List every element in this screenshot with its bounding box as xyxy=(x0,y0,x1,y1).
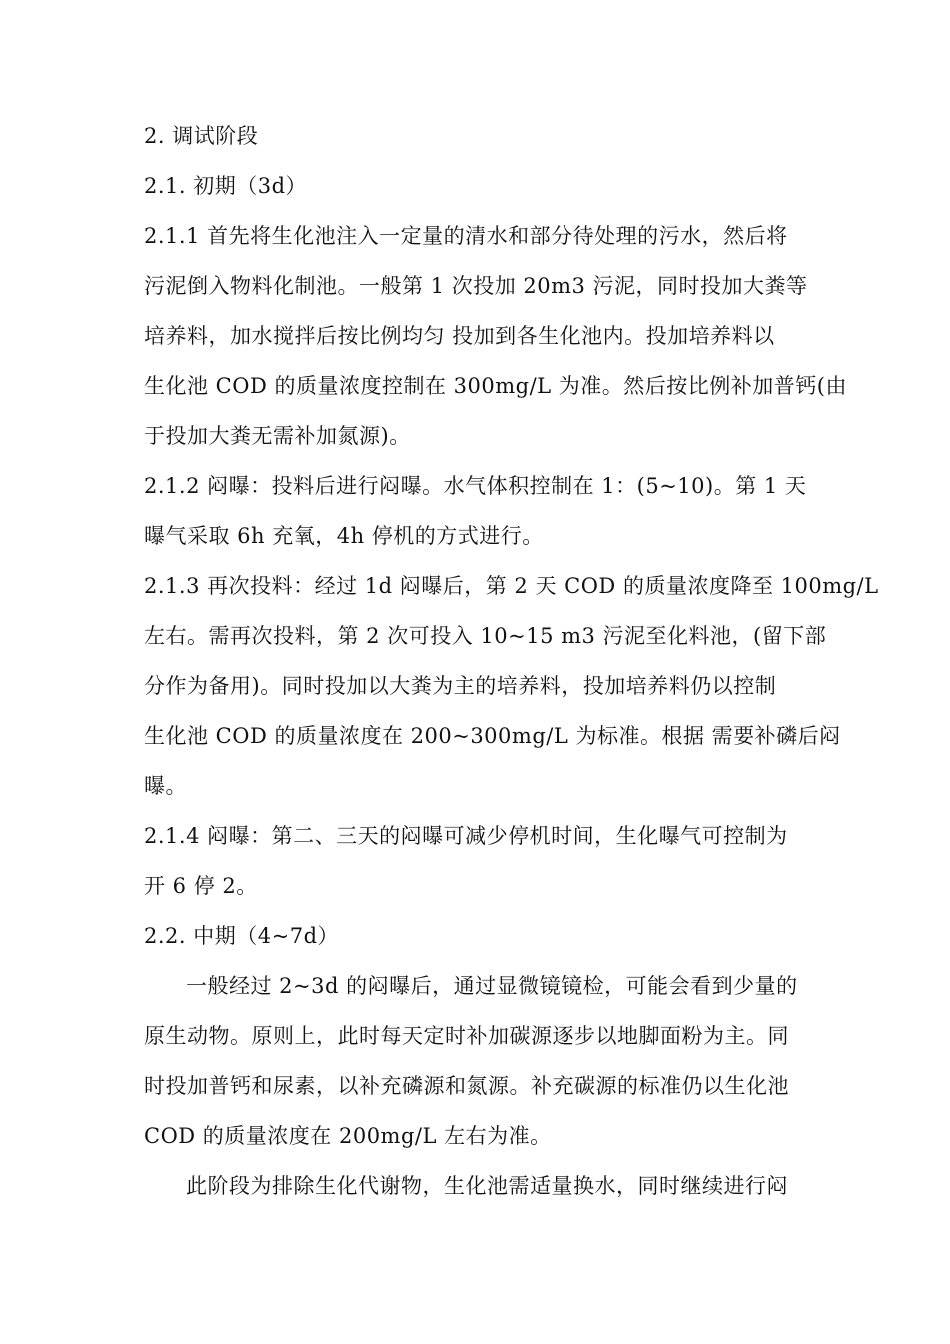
paragraph-line: 开 6 停 2。 xyxy=(144,874,258,898)
paragraph-line: 2.1.4 闷曝：第二、三天的闷曝可减少停机时间，生化曝气可控制为 xyxy=(144,824,788,848)
paragraph-line: 时投加普钙和尿素，以补充磷源和氮源。补充碳源的标准仍以生化池 xyxy=(144,1074,789,1098)
paragraph-line: 一般经过 2~3d 的闷曝后，通过显微镜镜检，可能会看到少量的 xyxy=(186,974,798,998)
paragraph-line: 生化池 COD 的质量浓度控制在 300mg/L 为准。然后按比例补加普钙(由 xyxy=(144,374,847,398)
subsection-heading-2-1: 2.1. 初期（3d） xyxy=(144,174,308,198)
paragraph-line: 于投加大粪无需补加氮源)。 xyxy=(144,424,411,448)
paragraph-line: 培养料，加水搅拌后按比例均匀 投加到各生化池内。投加培养料以 xyxy=(144,324,775,348)
paragraph-line: 曝。 xyxy=(144,774,187,798)
section-heading-2: 2. 调试阶段 xyxy=(144,124,259,148)
paragraph-line: 此阶段为排除生化代谢物，生化池需适量换水，同时继续进行闷 xyxy=(186,1174,788,1198)
paragraph-line: COD 的质量浓度在 200mg/L 左右为准。 xyxy=(144,1124,552,1148)
subsection-heading-2-2: 2.2. 中期（4~7d） xyxy=(144,924,340,948)
paragraph-line: 生化池 COD 的质量浓度在 200~300mg/L 为标准。根据 需要补磷后闷 xyxy=(144,724,841,748)
paragraph-line: 曝气采取 6h 充氧，4h 停机的方式进行。 xyxy=(144,524,544,548)
paragraph-line: 分作为备用)。同时投加以大粪为主的培养料，投加培养料仍以控制 xyxy=(144,674,777,698)
paragraph-line: 原生动物。原则上，此时每天定时补加碳源逐步以地脚面粉为主。同 xyxy=(144,1024,789,1048)
paragraph-line: 2.1.3 再次投料：经过 1d 闷曝后，第 2 天 COD 的质量浓度降至 100mg/L xyxy=(144,574,879,598)
paragraph-line: 左右。需再次投料，第 2 次可投入 10~15 m3 污泥至化料池，(留下部 xyxy=(144,624,827,648)
paragraph-line: 2.1.1 首先将生化池注入一定量的清水和部分待处理的污水，然后将 xyxy=(144,224,788,248)
paragraph-line: 2.1.2 闷曝：投料后进行闷曝。水气体积控制在 1：(5~10)。第 1 天 xyxy=(144,474,807,498)
paragraph-line: 污泥倒入物料化制池。一般第 1 次投加 20m3 污泥，同时投加大粪等 xyxy=(144,274,808,298)
